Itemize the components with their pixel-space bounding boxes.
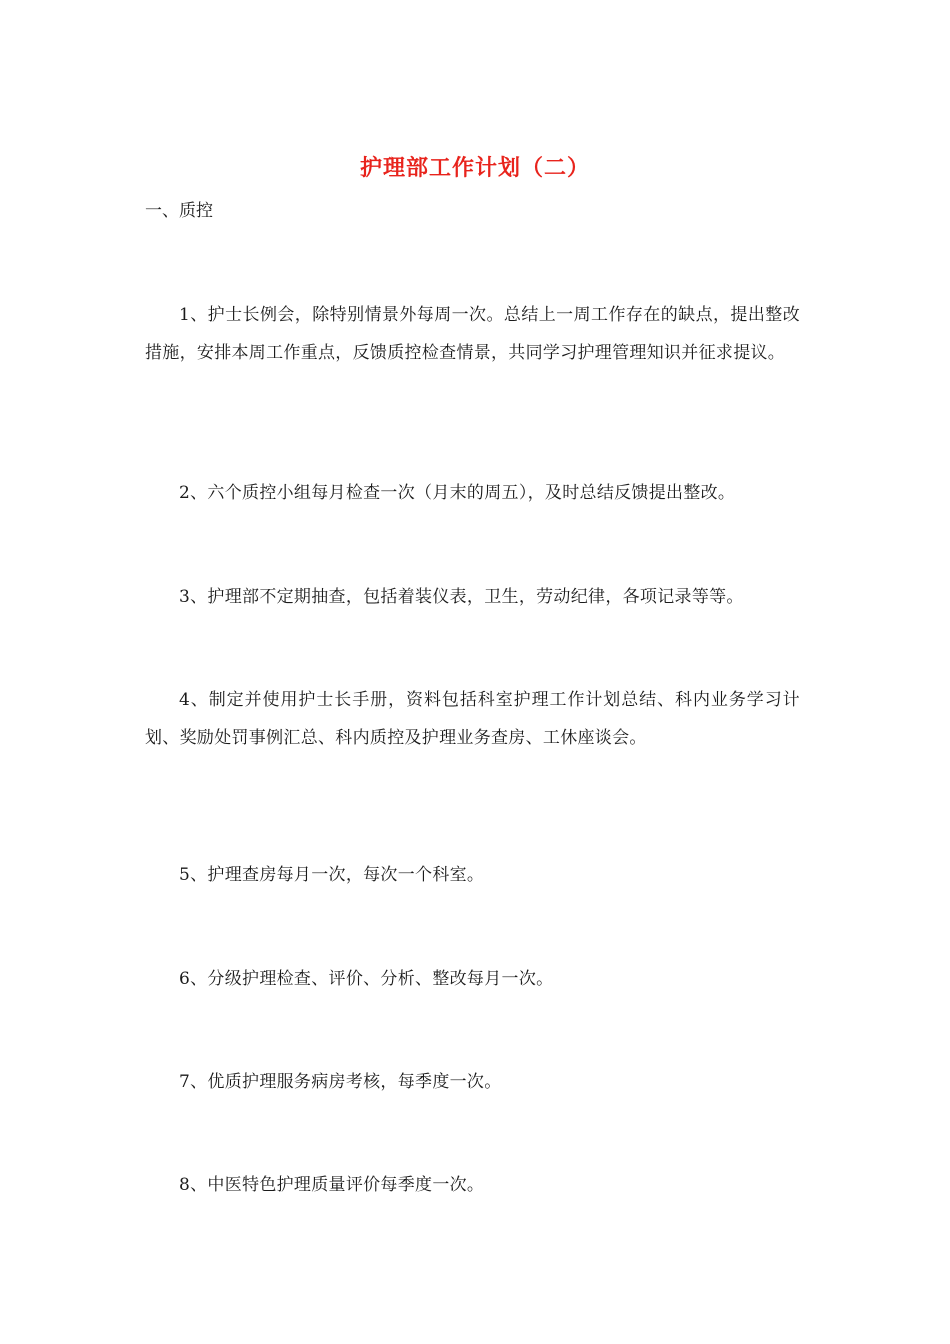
paragraph-item-8: 8、中医特色护理质量评价每季度一次。	[179, 1175, 485, 1195]
paragraph-item-5: 5、护理查房每月一次，每次一个科室。	[179, 865, 485, 885]
section-heading: 一、质控	[145, 201, 213, 221]
paragraph-item-4: 4、制定并使用护士长手册，资料包括科室护理工作计划总结、科内业务学习计划、奖励处罚事例汇总、科内质控及护理业务查房、工休座谈会。	[145, 690, 800, 748]
paragraph-item-1: 1、护士长例会，除特别情景外每周一次。总结上一周工作存在的缺点，提出整改措施，安排本周工作重点，反馈质控检查情景，共同学习护理管理知识并征求提议。	[145, 305, 800, 363]
paragraph-item-3: 3、护理部不定期抽查，包括着装仪表，卫生，劳动纪律，各项记录等等。	[179, 587, 744, 607]
paragraph-item-2: 2、六个质控小组每月检查一次（月末的周五），及时总结反馈提出整改。	[179, 483, 736, 503]
paragraph-item-7: 7、优质护理服务病房考核，每季度一次。	[179, 1072, 502, 1092]
document-title: 护理部工作计划（二）	[359, 155, 590, 181]
paragraph-item-6: 6、分级护理检查、评价、分析、整改每月一次。	[179, 969, 554, 989]
